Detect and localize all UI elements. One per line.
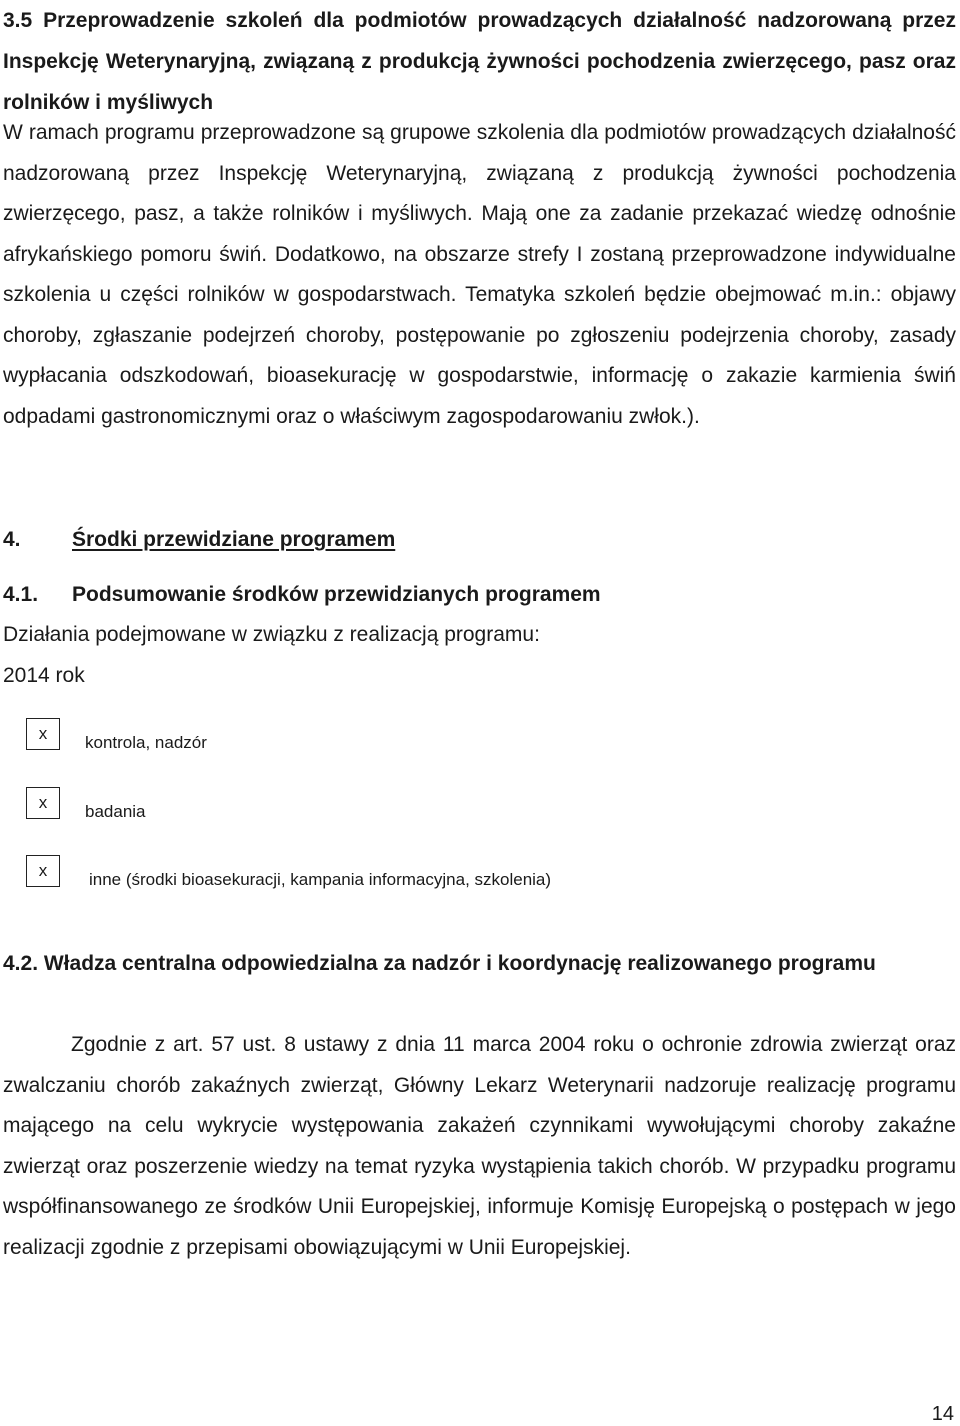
section-3-5-heading: 3.5 Przeprowadzenie szkoleń dla podmiotów prowadzących działalność nadzorowaną przez Inspekcję Weterynaryjną, związaną z produkcją żywności pochodzenia zwierzęcego, pasz oraz rolników i myśliwych	[3, 9, 956, 114]
checklist-item-label: inne (środki bioasekuracji, kampania informacyjna, szkolenia)	[89, 870, 552, 889]
section-4-1-year: 2014 rok	[3, 664, 85, 687]
page-number: 14	[931, 1403, 954, 1425]
section-4-1-title: Podsumowanie środków przewidzianych programem	[72, 583, 601, 606]
section-4-number: 4.	[3, 528, 21, 551]
section-4-title: Środki przewidziane programem	[72, 528, 396, 551]
section-4-2-body: Zgodnie z art. 57 ust. 8 ustawy z dnia 11 marca 2004 roku o ochronie zdrowia zwierząt oraz zwalczaniu chorób zakaźnych zwierząt, Główny Lekarz Weterynarii nadzoruje realizację programu mającego na celu wykrycie występowania zakażeń czynnikami wywołującymi choroby zakaźne zwierząt oraz poszerzenie wiedzy na temat ryzyka wystąpienia takich chorób. W przypadku programu współfinansowanego ze środków Unii Europejskiej, informuje Komisję Europejską o postępach w jego realizacji zgodnie z przepisami obowiązującymi w Unii Europejskiej.	[3, 1033, 956, 1259]
section-4-1-intro: Działania podejmowane w związku z realizacją programu:	[3, 623, 540, 646]
section-3-5-body: W ramach programu przeprowadzone są grupowe szkolenia dla podmiotów prowadzących działalność nadzorowaną przez Inspekcję Weterynaryjną, związaną z produkcją żywności pochodzenia zwierzęcego, pasz, a także rolników i myśliwych. Mają one za zadanie przekazać wiedzę odnośnie afrykańskiego pomoru świń. Dodatkowo, na obszarze strefy I zostaną przeprowadzone indywidualne szkolenia u części rolników w gospodarstwach. Tematyka szkoleń będzie obejmować m.in.: objawy choroby, zgłaszanie podejrzeń choroby, postępowanie po zgłoszeniu podejrzenia choroby, zasady wypłacania odszkodowań, bioasekurację w gospodarstwie, informację o zakazie karmienia świń odpadami gastronomicznymi oraz o właściwym zagospodarowaniu zwłok.).	[3, 121, 956, 428]
section-4-1-heading	[3, 580, 601, 610]
checklist-item-label: badania	[85, 802, 146, 821]
checklist-item-label: kontrola, nadzór	[85, 733, 207, 752]
checkbox-mark: x	[26, 787, 60, 819]
checkbox-mark: x	[26, 855, 60, 887]
section-4-2-heading: 4.2. Władza centralna odpowiedzialna za nadzór i koordynację realizowanego programu	[3, 952, 876, 975]
checkbox-mark: x	[26, 718, 60, 750]
section-4-heading	[3, 525, 395, 555]
section-4-1-number: 4.1.	[3, 583, 39, 606]
